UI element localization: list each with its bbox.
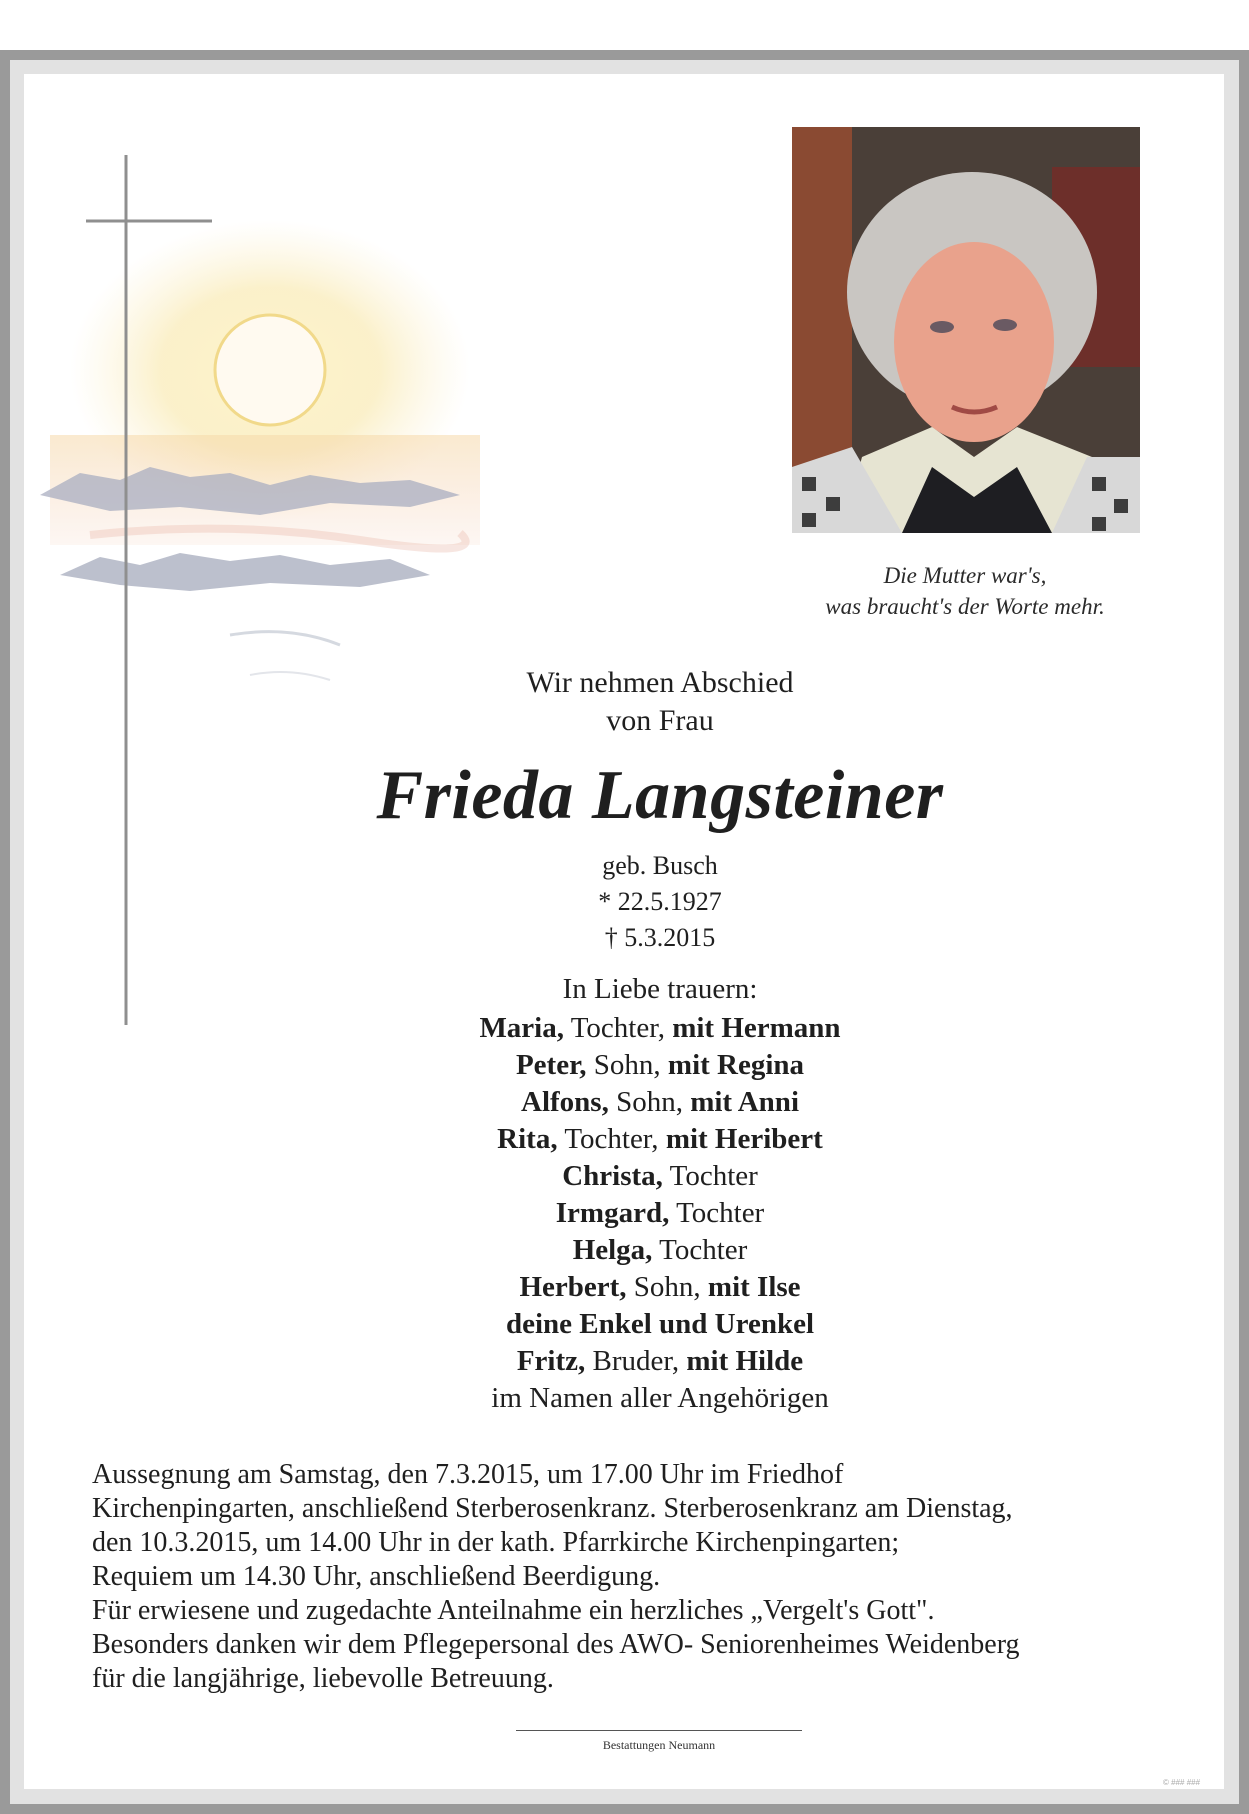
mourners-heading: In Liebe trauern: xyxy=(562,973,758,1005)
life-dates xyxy=(320,848,1000,956)
mourner-row: Rita, Tochter, mit Heribert xyxy=(497,1123,823,1155)
mourner-row: deine Enkel und Urenkel xyxy=(505,1308,815,1340)
intro-line-2: von Frau xyxy=(606,704,714,737)
sun-icon xyxy=(215,315,325,425)
portrait-photo xyxy=(792,127,1140,533)
mourners-footer: im Namen aller Angehörigen xyxy=(491,1382,829,1414)
mourner-row: Peter, Sohn, mit Regina xyxy=(515,1049,805,1081)
mountains-front xyxy=(60,553,430,591)
undertaker-name: Bestattungen Neumann xyxy=(602,1738,716,1752)
mourner-row: Irmgard, Tochter xyxy=(555,1197,765,1229)
notice-line: Requiem um 14.30 Uhr, anschließend Beerdigung. xyxy=(92,1561,661,1592)
intro-line-1: Wir nehmen Abschied xyxy=(526,666,794,699)
quote-line-1: Die Mutter war's, xyxy=(883,563,1047,588)
notice-line: Besonders danken wir dem Pflegepersonal des AWO- Seniorenheimes Weidenberg xyxy=(92,1629,1020,1660)
notice-line: für die langjährige, liebevolle Betreuung. xyxy=(92,1663,554,1694)
mourners-list xyxy=(320,1010,1000,1417)
notice-line: den 10.3.2015, um 14.00 Uhr in der kath. Pfarrkirche Kirchenpingarten; xyxy=(92,1527,900,1558)
mourner-row: Helga, Tochter xyxy=(572,1234,748,1266)
corner-mark: © ### ### xyxy=(1163,1778,1201,1787)
mourner-row: Herbert, Sohn, mit Ilse xyxy=(519,1271,801,1303)
funeral-notice xyxy=(92,1458,1202,1696)
mourner-row: Alfons, Sohn, mit Anni xyxy=(521,1086,799,1118)
notice-line: Für erwiesene und zugedachte Anteilnahme ein herzliches „Vergelt's Gott". xyxy=(92,1595,935,1626)
farewell-intro xyxy=(320,664,1000,740)
mourner-row: Christa, Tochter xyxy=(562,1160,758,1192)
maiden-name: geb. Busch xyxy=(602,851,718,880)
notice-line: Aussegnung am Samstag, den 7.3.2015, um 17.00 Uhr im Friedhof xyxy=(92,1459,844,1490)
water-streak xyxy=(230,632,340,645)
mourner-row: Maria, Tochter, mit Hermann xyxy=(479,1012,841,1044)
signature-divider xyxy=(516,1730,802,1731)
water-streak-2 xyxy=(250,672,330,680)
quote-line-2: was braucht's der Worte mehr. xyxy=(825,594,1105,619)
birth-date: * 22.5.1927 xyxy=(598,887,722,916)
mourner-row: Fritz, Bruder, mit Hilde xyxy=(516,1345,804,1377)
death-date: † 5.3.2015 xyxy=(604,923,716,952)
notice-line: Kirchenpingarten, anschließend Sterberosenkranz. Sterberosenkranz am Dienstag, xyxy=(92,1493,1013,1524)
quote xyxy=(760,560,1170,622)
deceased-name: Frieda Langsteiner xyxy=(376,757,944,834)
